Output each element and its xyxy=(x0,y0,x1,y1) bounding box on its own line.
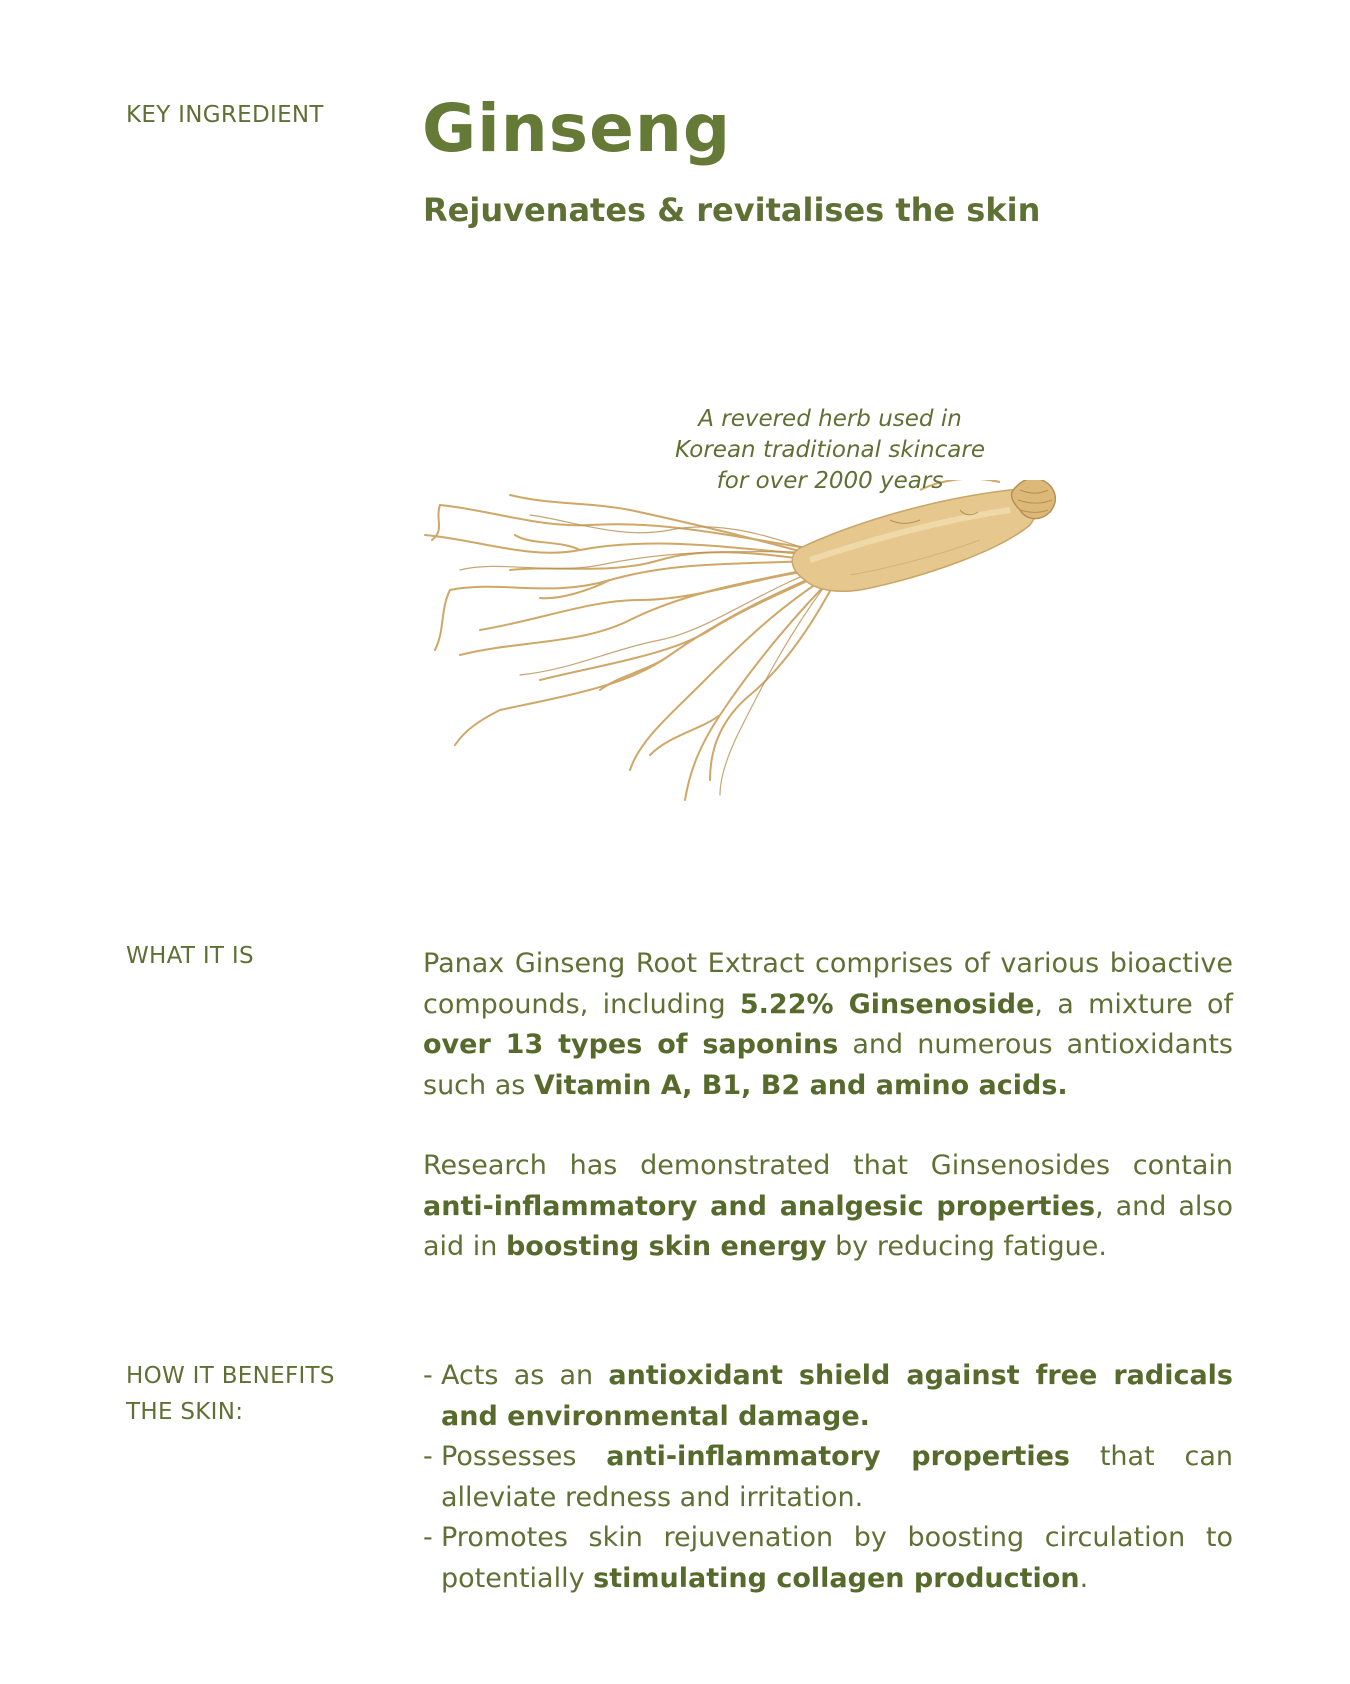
text-span: by reducing fatigue. xyxy=(826,1231,1107,1262)
dash-bullet: - xyxy=(423,1522,433,1553)
bold-span: 5.22% Ginsenoside xyxy=(739,988,1035,1020)
bold-span: antioxidant shield against free radicals and environmental damage. xyxy=(441,1360,1233,1432)
benefits-label xyxy=(126,1358,335,1430)
text-span: and numerous antioxidants such as xyxy=(423,1029,1233,1101)
bold-span: boosting skin energy xyxy=(505,1231,827,1262)
text-span: Possesses xyxy=(441,1441,607,1472)
bold-span: stimulating collagen production xyxy=(593,1562,1080,1594)
text-span: , and also aid in xyxy=(423,1190,1233,1262)
what-it-is-label: WHAT IT IS xyxy=(126,943,254,969)
page-subtitle: Rejuvenates & revitalises the skin xyxy=(423,191,1041,229)
text-span: Panax Ginseng Root Extract comprises of various bioactive compounds, including xyxy=(423,948,1233,1020)
text-span: Promotes skin rejuvenation by boosting circulation to potentially xyxy=(441,1522,1233,1594)
what-it-is-paragraph-2 xyxy=(423,1146,1233,1268)
bold-span: anti-inflammatory and analgesic properties xyxy=(423,1190,1096,1222)
key-ingredient-label: KEY INGREDIENT xyxy=(126,102,324,128)
bold-span: anti-inflammatory properties xyxy=(606,1441,1070,1472)
what-it-is-body xyxy=(423,944,1233,1268)
what-it-is-paragraph-1 xyxy=(423,944,1233,1106)
list-item xyxy=(423,1437,1233,1518)
benefits-list xyxy=(423,1356,1233,1599)
benefits-label-line: HOW IT BENEFITS xyxy=(126,1363,335,1389)
text-span: that can alleviate redness and irritation. xyxy=(441,1441,1234,1513)
bold-span: Vitamin A, B1, B2 and amino acids. xyxy=(533,1069,1068,1101)
list-item xyxy=(423,1518,1233,1599)
text-span: . xyxy=(1079,1562,1089,1594)
image-caption xyxy=(620,404,1040,497)
caption-line: Korean traditional skincare xyxy=(675,437,985,463)
text-span: Acts as an xyxy=(441,1360,609,1391)
bold-span: over 13 types of saponins xyxy=(423,1029,839,1060)
ginseng-root-illustration xyxy=(420,480,1140,810)
page-title: Ginseng xyxy=(422,90,732,167)
text-span: , a mixture of xyxy=(1034,988,1234,1020)
benefits-label-line: THE SKIN: xyxy=(126,1399,244,1425)
text-span: Research has demonstrated that Ginsenosides contain xyxy=(423,1150,1233,1181)
list-item xyxy=(423,1356,1233,1437)
caption-line: for over 2000 years xyxy=(716,468,944,494)
caption-line: A revered herb used in xyxy=(698,406,962,432)
dash-bullet: - xyxy=(423,1441,433,1472)
dash-bullet: - xyxy=(423,1360,433,1391)
